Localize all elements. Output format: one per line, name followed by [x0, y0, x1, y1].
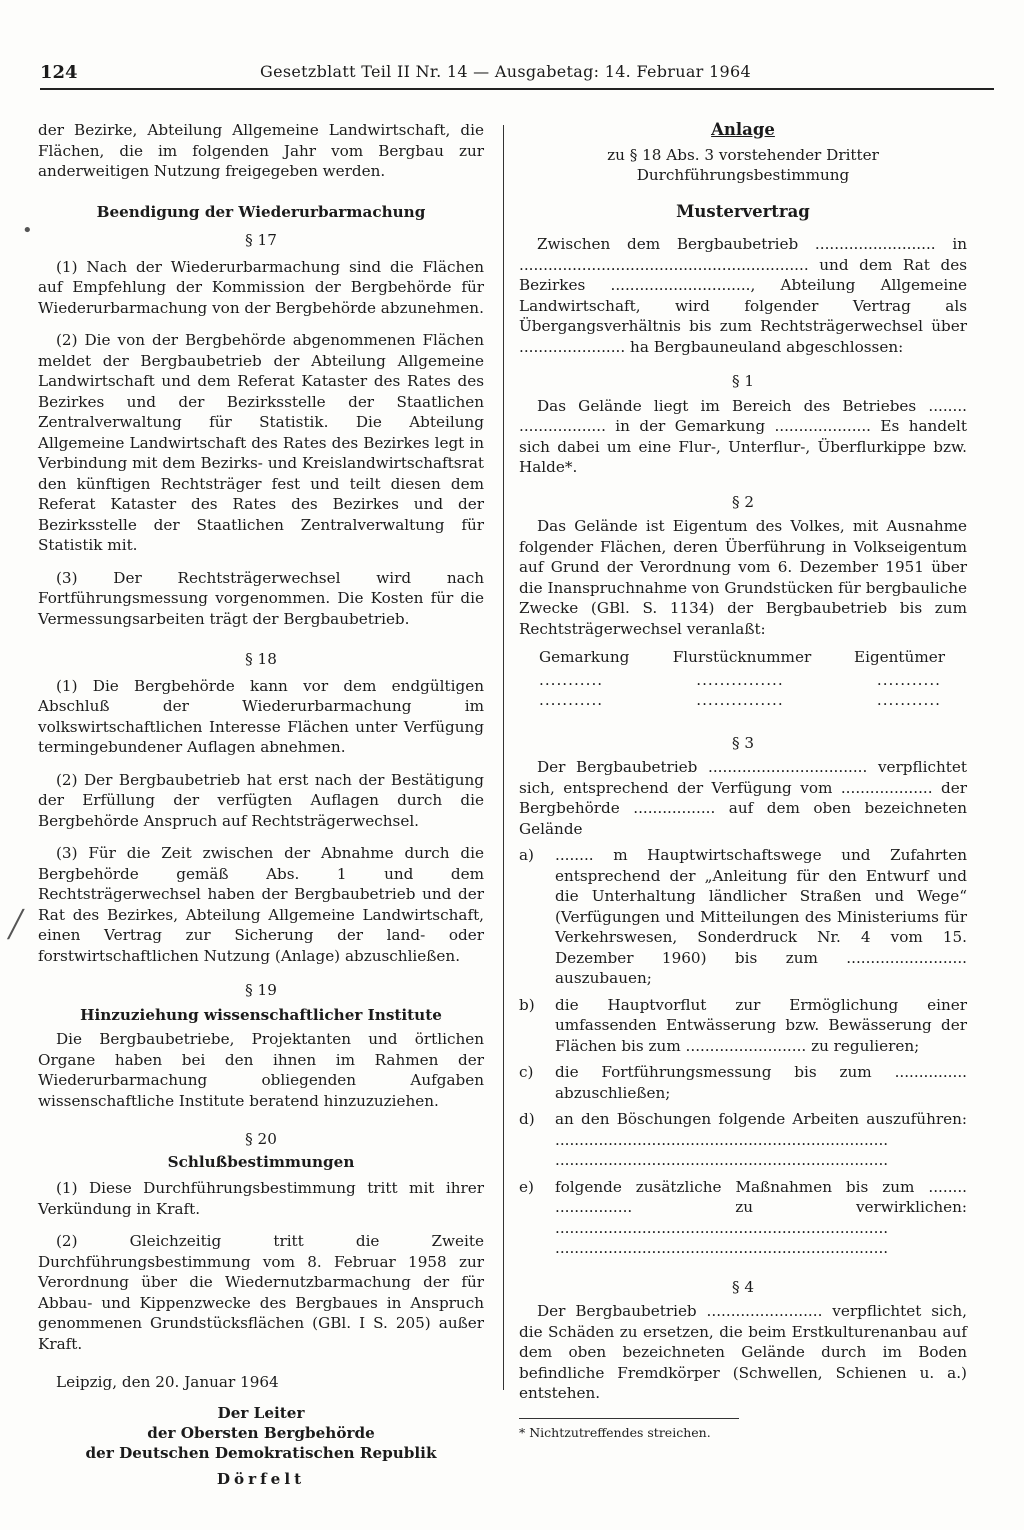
s17-para-1: (1) Nach der Wiederurbarmachung sind die Flächen auf Empfehlung der Kommission der Bergbehörde für Wiederurbarmachung von der Bergbehörde abzunehmen.: [38, 257, 484, 317]
dots-eigentuemer: ...........: [876, 691, 941, 709]
heading-beendigung: Beendigung der Wiederurbarmachung: [96, 202, 426, 221]
section-20: § 20: [245, 1130, 277, 1148]
s20-para-2: (2) Gleichzeitig tritt die Zweite Durchführungsbestimmung vom 8. Februar 1958 zur Verordnung über die Wiedernutzbarmachung der für Abbau- und Kippenzwecke des Bergbaues in Anspruch genommenen Grundstücksflächen (GBl. I S. 205) außer Kraft.: [38, 1232, 484, 1353]
item-text: an den Böschungen folgende Arbeiten auszuführen: ..................................................................... .....................................................................: [555, 1110, 967, 1169]
dots-gemarkung: ...........: [539, 691, 604, 709]
s4-text: Der Bergbaubetrieb ........................ verpflichtet sich, die Schäden zu ersetzen, die beim Erstkulturenanbau auf dem oben bezeichneten Gelände durch im Boden befindliche Fremdkörper (Schwellen, Schienen u. a.) entstehen.: [519, 1302, 967, 1402]
dots-flurstueck: ...............: [696, 691, 784, 709]
obligations-list: [519, 845, 967, 1259]
dots-eigentuemer: ...........: [876, 670, 941, 689]
item-label: c): [519, 1063, 534, 1081]
s18-para-1: (1) Die Bergbehörde kann vor dem endgültigen Abschluß der Wiederurbarmachung im volkswirtschaftlichen Interesse Flächen unter Verfügung termingebundener Auflagen abnehmen.: [38, 676, 484, 756]
parcel-table-row: [519, 690, 967, 711]
s17-para-2: (2) Die von der Bergbehörde abgenommenen Flächen meldet der Bergbaubetrieb der Abteilung Allgemeine Landwirtschaft und dem Referat Kataster des Rates des Bezirkes und der Bezirksstelle der Staatlichen Zentralverwaltung für Statistik. Die Abteilung Allgemeine Landwirtschaft des Rates des Bezirkes legt in Verbindung mit dem Bezirks- und Kreislandwirtschaftsrat den künftigen Rechtsträger fest und teilt diesen dem Referat Kataster des Rates des Bezirkes und der Bezirksstelle der Staatlichen Zentralverwaltung für Statistik mit.: [38, 331, 484, 554]
parcel-table-row: [519, 670, 967, 691]
section-1: § 1: [731, 372, 755, 390]
s20-para-1: (1) Diese Durchführungsbestimmung tritt mit ihrer Verkündung in Kraft.: [38, 1179, 484, 1218]
running-head: Gesetzblatt Teil II Nr. 14 — Ausgabetag: 14. Februar 1964: [260, 62, 751, 81]
right-column: [519, 120, 967, 1443]
column-divider: [503, 125, 504, 1390]
s18-para-2: (2) Der Bergbaubetrieb hat erst nach der Bestätigung der Erfüllung der verfügten Auflagen durch die Bergbehörde Anspruch auf Rechtsträgerwechsel.: [38, 770, 484, 830]
s1-text: Das Gelände liegt im Bereich des Betriebes ........ .................. in der Gemarkung .................... Es handelt sich dabei um eine Flur-, Unterflur-, Überflurkippe bzw. Halde*.: [519, 396, 967, 476]
s17-para-3: (3) Der Rechtsträgerwechsel wird nach Fortführungsmessung vorgenommen. Die Kosten für die Vermessungsarbeiten trägt der Bergbaubetrieb.: [38, 568, 484, 628]
list-item: [519, 845, 967, 989]
page-header: [40, 62, 994, 90]
dots-flurstueck: ...............: [696, 670, 784, 689]
list-item: [519, 995, 967, 1057]
col-header-flurstuecknummer: Flurstücknummer: [672, 648, 812, 666]
item-label: a): [519, 846, 534, 864]
item-text: folgende zusätzliche Maßnahmen bis zum ........ ................ zu verwirklichen: ..................................................................... .....................................................................: [555, 1177, 967, 1257]
item-label: e): [519, 1177, 534, 1196]
paragraph-continuation: der Bezirke, Abteilung Allgemeine Landwirtschaft, die Flächen, die im folgenden Jahr vom Bergbau zur anderweitigen Nutzung freigegeben werden.: [38, 121, 484, 180]
item-text: die Hauptvorflut zur Ermöglichung einer umfassenden Entwässerung bzw. Bewässerung der Flächen bis zum ......................... zu regulieren;: [555, 995, 967, 1055]
s3-text: Der Bergbaubetrieb ................................. verpflichtet sich, entsprechend der Verfügung vom ................... der Bergbehörde ................. auf dem oben bezeichneten Gelände: [519, 758, 967, 838]
section-3: § 3: [731, 733, 755, 752]
signature-line-3: der Deutschen Demokratischen Republik: [85, 1443, 437, 1462]
anlage-subtitle: zu § 18 Abs. 3 vorstehender Dritter Durchführungsbestimmung: [607, 145, 879, 184]
col-header-gemarkung: Gemarkung: [539, 648, 630, 666]
item-label: d): [519, 1110, 535, 1128]
margin-mark-icon: •: [22, 220, 33, 241]
parcel-table-header: [519, 647, 967, 668]
section-18: § 18: [245, 650, 277, 668]
left-column: [38, 120, 484, 1489]
margin-slash-icon: ╱: [8, 910, 24, 940]
col-header-eigentuemer: Eigentümer: [854, 648, 945, 666]
section-2: § 2: [731, 492, 755, 511]
s18-para-3: (3) Für die Zeit zwischen der Abnahme durch die Bergbehörde gemäß Abs. 1 und dem Rechtsträgerwechsel haben der Bergbaubetrieb und der Rat des Bezirkes, Abteilung Allgemeine Landwirtschaft, einen Vertrag zur Sicherung der land- oder forstwirtschaftlichen Nutzung (Anlage) abzuschließen.: [38, 844, 484, 965]
signature-line-2: der Obersten Bergbehörde: [147, 1423, 375, 1442]
footnote: * Nichtzutreffendes streichen.: [519, 1418, 739, 1444]
item-label: b): [519, 995, 535, 1014]
signature-line-1: Der Leiter: [217, 1403, 305, 1422]
heading-hinzuziehung: Hinzuziehung wissenschaftlicher Institute: [80, 1005, 442, 1024]
section-4: § 4: [731, 1277, 755, 1296]
heading-schluss: Schlußbestimmungen: [167, 1152, 355, 1171]
section-19: § 19: [245, 981, 277, 999]
signatory-name: Dörfelt: [216, 1469, 306, 1488]
s2-text: Das Gelände ist Eigentum des Volkes, mit Ausnahme folgender Flächen, deren Überführung in Volkseigentum auf Grund der Verordnung vom 6. Dezember 1951 über die Inanspruchnahme von Grundstücken für bergbauliche Zwecke (GBl. S. 1134) der Bergbaubetrieb bis zum Rechtsträgerwechsel veranlaßt:: [519, 517, 967, 638]
contract-intro: Zwischen dem Bergbaubetrieb ......................... in ............................................................ und dem Rat des Bezirkes ............................., Abteilung Allgemeine Landwirtschaft, wird folgender Vertrag als Übergangsverhältnis bis zum Rechtsträgerwechsel über ...................... ha Bergbauneuland abgeschlossen:: [519, 235, 967, 356]
item-text: ........ m Hauptwirtschaftswege und Zufahrten entsprechend der „Anleitung für den Entwurf und die Unterhaltung ländlicher Straßen und Wege“ (Verfügungen und Mitteilungen des Ministeriums für Verkehrswesen, Sonderdruck Nr. 4 vom 15. Dezember 1960) bis zum ......................... auszubauen;: [555, 846, 967, 987]
list-item: [519, 1177, 967, 1259]
dots-gemarkung: ...........: [539, 670, 604, 689]
mustervertrag-title: Mustervertrag: [676, 201, 810, 221]
list-item: [519, 1062, 967, 1103]
section-17: § 17: [245, 231, 277, 249]
anlage-title: Anlage: [711, 120, 775, 139]
item-text: die Fortführungsmessung bis zum ............... abzuschließen;: [555, 1063, 967, 1102]
s19-text: Die Bergbaubetriebe, Projektanten und örtlichen Organe haben bei den ihnen im Rahmen der Wiederurbarmachung obliegenden Aufgaben wissenschaftliche Institute beratend hinzuzuziehen.: [38, 1030, 484, 1110]
list-item: [519, 1109, 967, 1171]
place-date: Leipzig, den 20. Januar 1964: [56, 1373, 279, 1391]
page-number: 124: [40, 62, 78, 83]
